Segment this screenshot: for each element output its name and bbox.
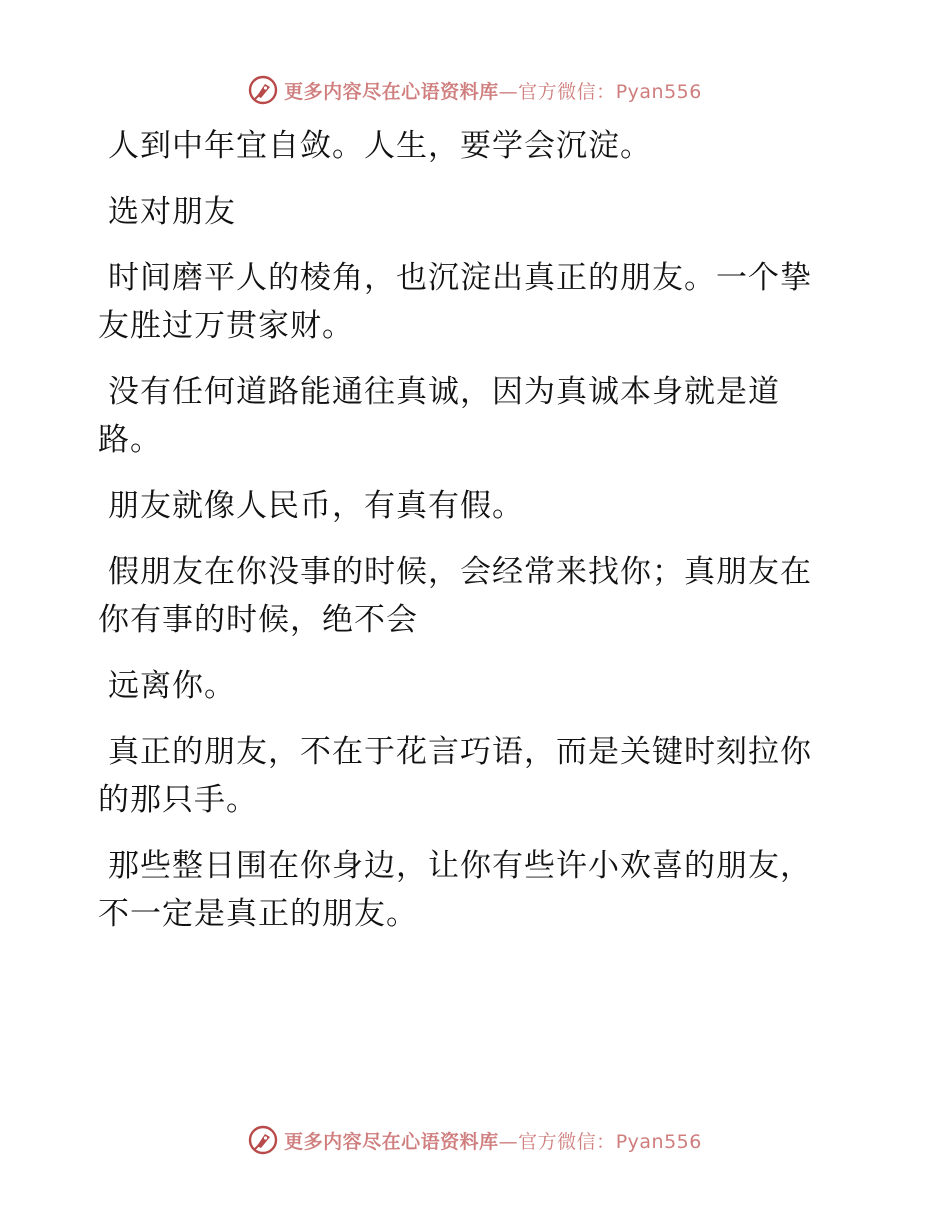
paragraph: 朋友就像人民币，有真有假。	[108, 488, 524, 524]
paragraph: 远离你。	[108, 668, 236, 704]
section-heading: 选对朋友	[108, 194, 236, 230]
banner-wechat-label: 官方微信：	[518, 1130, 616, 1153]
banner-separator: —	[498, 80, 519, 103]
paragraph: 没有任何道路能通往真诚，因为真诚本身就是道路。	[98, 374, 780, 458]
pen-nib-seal-icon	[248, 75, 278, 105]
paragraph: 假朋友在你没事的时候，会经常来找你；真朋友在你有事的时候，绝不会	[98, 554, 812, 638]
paragraph: 真正的朋友，不在于花言巧语，而是关键时刻拉你的那只手。	[98, 734, 812, 818]
banner-wechat-id: Pyan556	[615, 1130, 702, 1153]
banner-text	[284, 1127, 702, 1154]
banner-main-text: 更多内容尽在心语资料库	[284, 1130, 499, 1153]
banner-wechat-id: Pyan556	[615, 80, 702, 103]
header-watermark-banner	[0, 70, 950, 110]
banner-main-text: 更多内容尽在心语资料库	[284, 80, 499, 103]
paragraph: 那些整日围在你身边，让你有些许小欢喜的朋友，不一定是真正的朋友。	[98, 848, 812, 932]
banner-separator: —	[498, 1130, 519, 1153]
banner-wechat-label: 官方微信：	[518, 80, 616, 103]
footer-watermark-banner	[0, 1120, 950, 1160]
banner-text	[284, 77, 702, 104]
paragraph: 时间磨平人的棱角，也沉淀出真正的朋友。一个挚友胜过万贯家财。	[98, 260, 812, 344]
document-body	[98, 122, 838, 956]
pen-nib-seal-icon	[248, 1125, 278, 1155]
paragraph: 人到中年宜自敛。人生，要学会沉淀。	[108, 128, 652, 164]
